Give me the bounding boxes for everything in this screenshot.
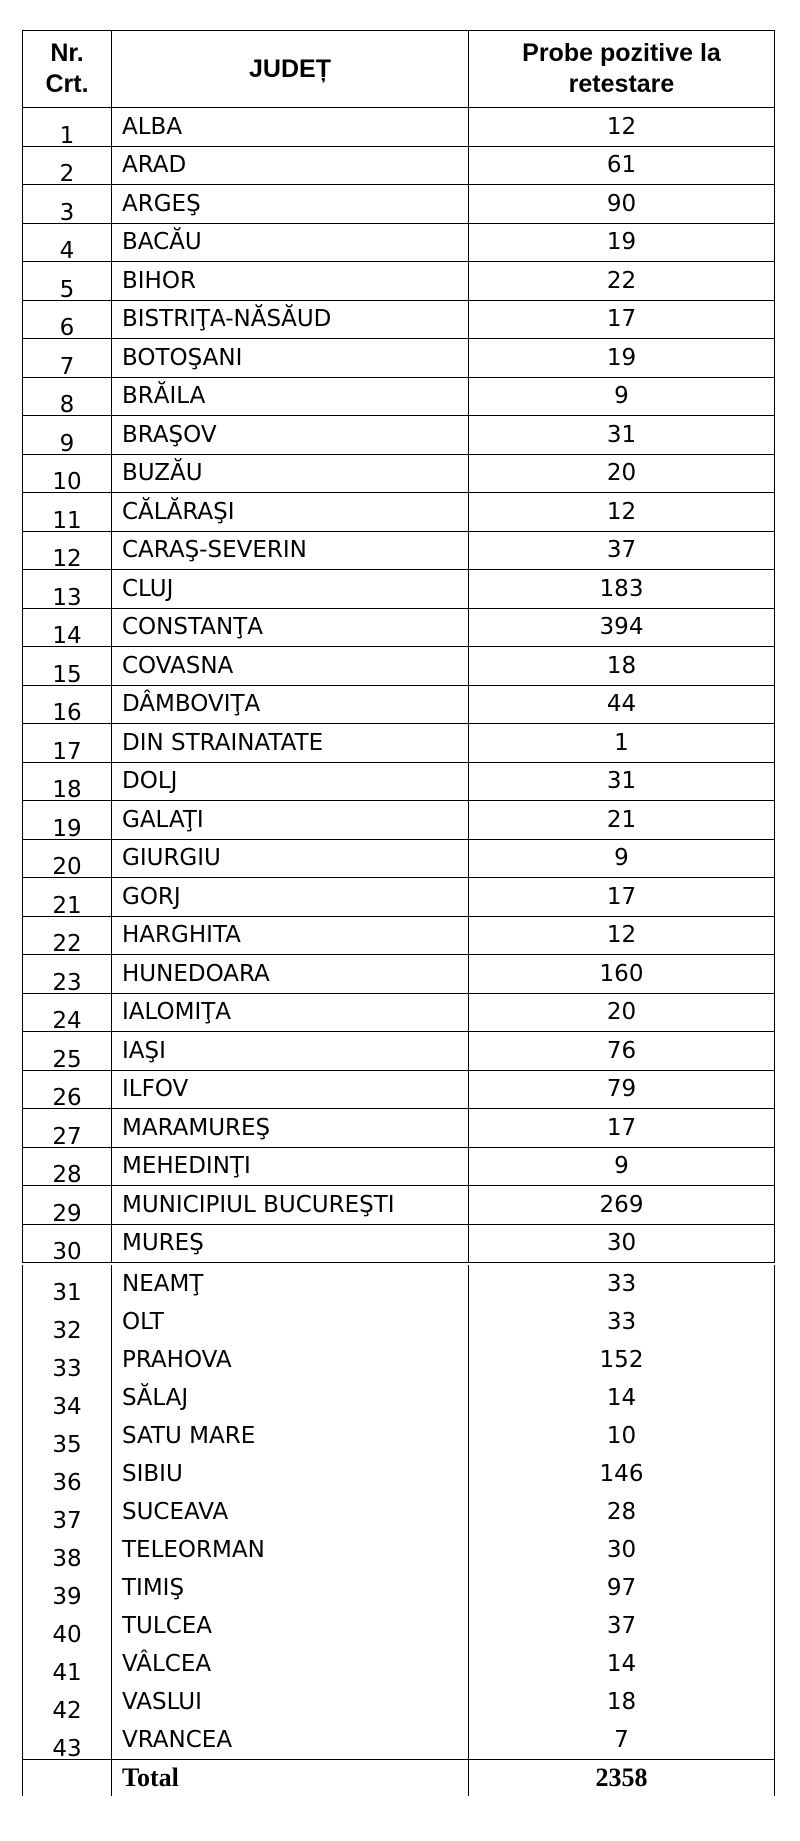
positive-retest-count: 18	[469, 647, 775, 686]
county-name: GORJ	[112, 878, 469, 917]
table-row	[23, 146, 775, 185]
positive-retest-count: 10	[469, 1417, 775, 1455]
row-number: 4	[23, 223, 112, 262]
positive-retest-count: 30	[469, 1531, 775, 1569]
row-number: 7	[23, 339, 112, 378]
table-row	[23, 1721, 775, 1760]
positive-retest-count: 146	[469, 1455, 775, 1493]
row-number: 13	[23, 570, 112, 609]
county-name: MUNICIPIUL BUCUREŞTI	[112, 1186, 469, 1225]
table-row	[23, 416, 775, 455]
row-number: 26	[23, 1070, 112, 1109]
county-name: BISTRIŢA-NĂSĂUD	[112, 300, 469, 339]
total-label: Total	[112, 1760, 469, 1797]
county-name: ARAD	[112, 146, 469, 185]
table-row	[23, 531, 775, 570]
row-number: 42	[23, 1683, 112, 1721]
positive-retest-count: 76	[469, 1032, 775, 1071]
row-number: 24	[23, 993, 112, 1032]
total-value: 2358	[469, 1760, 775, 1797]
row-number: 22	[23, 916, 112, 955]
county-name: BACĂU	[112, 223, 469, 262]
table-row	[23, 801, 775, 840]
row-number: 1	[23, 108, 112, 147]
positive-retest-count: 90	[469, 185, 775, 224]
table-row	[23, 1109, 775, 1148]
row-number: 9	[23, 416, 112, 455]
positive-retest-count: 9	[469, 1147, 775, 1186]
positive-retest-count: 9	[469, 839, 775, 878]
county-name: VÂLCEA	[112, 1645, 469, 1683]
row-number: 33	[23, 1341, 112, 1379]
table-row	[23, 1265, 775, 1303]
positive-retest-count: 33	[469, 1303, 775, 1341]
county-name: TULCEA	[112, 1607, 469, 1645]
county-name: TIMIŞ	[112, 1569, 469, 1607]
table-row	[23, 1607, 775, 1645]
row-number: 21	[23, 878, 112, 917]
table-row	[23, 454, 775, 493]
positive-retest-count: 12	[469, 493, 775, 532]
county-name: CARAŞ-SEVERIN	[112, 531, 469, 570]
table-row	[23, 724, 775, 763]
row-number: 15	[23, 647, 112, 686]
row-number: 36	[23, 1455, 112, 1493]
positive-retest-count: 31	[469, 762, 775, 801]
positive-retest-count: 18	[469, 1683, 775, 1721]
table-row	[23, 377, 775, 416]
table-row	[23, 493, 775, 532]
positive-retest-count: 17	[469, 1109, 775, 1148]
table-row	[23, 993, 775, 1032]
positive-retest-count: 20	[469, 993, 775, 1032]
row-number: 3	[23, 185, 112, 224]
row-number: 2	[23, 146, 112, 185]
county-name: BUZĂU	[112, 454, 469, 493]
row-number: 20	[23, 839, 112, 878]
header-probe-pozitive: Probe pozitive la retestare	[469, 31, 775, 108]
positive-retest-count: 33	[469, 1265, 775, 1303]
positive-retest-count: 14	[469, 1379, 775, 1417]
table-row	[23, 262, 775, 301]
positive-retest-count: 97	[469, 1569, 775, 1607]
row-number: 39	[23, 1569, 112, 1607]
county-name: BIHOR	[112, 262, 469, 301]
row-number: 43	[23, 1721, 112, 1760]
county-name: DIN STRAINATATE	[112, 724, 469, 763]
header-judet: JUDEȚ	[112, 31, 469, 108]
positive-retest-count: 22	[469, 262, 775, 301]
county-name: HUNEDOARA	[112, 955, 469, 994]
positive-retest-count: 152	[469, 1341, 775, 1379]
positive-retest-count: 17	[469, 300, 775, 339]
row-number: 14	[23, 608, 112, 647]
county-name: SĂLAJ	[112, 1379, 469, 1417]
positive-retest-count: 7	[469, 1721, 775, 1760]
table-row	[23, 185, 775, 224]
positive-retest-count: 12	[469, 108, 775, 147]
county-name: BOTOŞANI	[112, 339, 469, 378]
row-number: 8	[23, 377, 112, 416]
table-row	[23, 916, 775, 955]
county-name: COVASNA	[112, 647, 469, 686]
positive-retest-count: 12	[469, 916, 775, 955]
county-name: SIBIU	[112, 1455, 469, 1493]
positive-retest-count: 19	[469, 223, 775, 262]
row-number: 17	[23, 724, 112, 763]
county-name: ARGEŞ	[112, 185, 469, 224]
positive-retest-count: 37	[469, 531, 775, 570]
positive-retest-count: 1	[469, 724, 775, 763]
positive-retest-count: 19	[469, 339, 775, 378]
table-header-row	[23, 31, 775, 108]
county-name: OLT	[112, 1303, 469, 1341]
row-number: 16	[23, 685, 112, 724]
table-row	[23, 608, 775, 647]
table-row	[23, 1683, 775, 1721]
table-row	[23, 647, 775, 686]
county-table-part-1	[22, 30, 775, 1263]
county-table-part-2	[22, 1265, 775, 1796]
row-number: 40	[23, 1607, 112, 1645]
positive-retest-count: 20	[469, 454, 775, 493]
row-number: 12	[23, 531, 112, 570]
table-row	[23, 762, 775, 801]
table-row	[23, 1341, 775, 1379]
county-name: CONSTANŢA	[112, 608, 469, 647]
county-name: MARAMUREŞ	[112, 1109, 469, 1148]
row-number: 18	[23, 762, 112, 801]
table-row	[23, 1147, 775, 1186]
county-name: GIURGIU	[112, 839, 469, 878]
county-name: IALOMIŢA	[112, 993, 469, 1032]
table-row	[23, 1070, 775, 1109]
table-row	[23, 685, 775, 724]
county-name: PRAHOVA	[112, 1341, 469, 1379]
county-name: ILFOV	[112, 1070, 469, 1109]
header-nr-crt: Nr. Crt.	[23, 31, 112, 108]
positive-retest-count: 269	[469, 1186, 775, 1225]
row-number: 32	[23, 1303, 112, 1341]
table-row	[23, 223, 775, 262]
table-row	[23, 1531, 775, 1569]
row-number: 38	[23, 1531, 112, 1569]
table-row	[23, 839, 775, 878]
table-row	[23, 878, 775, 917]
positive-retest-count: 61	[469, 146, 775, 185]
row-number: 35	[23, 1417, 112, 1455]
positive-retest-count: 394	[469, 608, 775, 647]
county-name: ALBA	[112, 108, 469, 147]
positive-retest-count: 37	[469, 1607, 775, 1645]
table-row	[23, 1569, 775, 1607]
county-name: IAŞI	[112, 1032, 469, 1071]
total-row	[23, 1760, 775, 1797]
row-number: 10	[23, 454, 112, 493]
row-number: 6	[23, 300, 112, 339]
table-row	[23, 300, 775, 339]
county-name: GALAŢI	[112, 801, 469, 840]
county-name: HARGHITA	[112, 916, 469, 955]
county-name: VRANCEA	[112, 1721, 469, 1760]
row-number: 19	[23, 801, 112, 840]
county-name: TELEORMAN	[112, 1531, 469, 1569]
table-body-part-1	[23, 108, 775, 1263]
table-row	[23, 1032, 775, 1071]
row-number: 34	[23, 1379, 112, 1417]
positive-retest-count: 28	[469, 1493, 775, 1531]
row-number: 37	[23, 1493, 112, 1531]
table-row	[23, 570, 775, 609]
positive-retest-count: 79	[469, 1070, 775, 1109]
positive-retest-count: 17	[469, 878, 775, 917]
table-body-part-2	[23, 1265, 775, 1760]
table-row	[23, 1303, 775, 1341]
table-row	[23, 108, 775, 147]
table-row	[23, 1493, 775, 1531]
row-number: 25	[23, 1032, 112, 1071]
table-row	[23, 1224, 775, 1263]
row-number: 30	[23, 1224, 112, 1263]
county-name: MUREŞ	[112, 1224, 469, 1263]
county-name: SATU MARE	[112, 1417, 469, 1455]
county-name: SUCEAVA	[112, 1493, 469, 1531]
county-name: CLUJ	[112, 570, 469, 609]
positive-retest-count: 183	[469, 570, 775, 609]
row-number: 28	[23, 1147, 112, 1186]
positive-retest-count: 160	[469, 955, 775, 994]
county-name: NEAMŢ	[112, 1265, 469, 1303]
row-number: 5	[23, 262, 112, 301]
row-number: 27	[23, 1109, 112, 1148]
county-name: DOLJ	[112, 762, 469, 801]
table-row	[23, 1417, 775, 1455]
row-number: 31	[23, 1265, 112, 1303]
row-number: 11	[23, 493, 112, 532]
table-row	[23, 1455, 775, 1493]
table-row	[23, 1645, 775, 1683]
county-name: BRAŞOV	[112, 416, 469, 455]
county-name: BRĂILA	[112, 377, 469, 416]
table-row	[23, 955, 775, 994]
row-number: 41	[23, 1645, 112, 1683]
table-row	[23, 1379, 775, 1417]
positive-retest-count: 30	[469, 1224, 775, 1263]
county-name: MEHEDINŢI	[112, 1147, 469, 1186]
positive-retest-count: 31	[469, 416, 775, 455]
county-name: DÂMBOVIŢA	[112, 685, 469, 724]
row-number: 23	[23, 955, 112, 994]
positive-retest-count: 14	[469, 1645, 775, 1683]
county-name: VASLUI	[112, 1683, 469, 1721]
county-name: CĂLĂRAŞI	[112, 493, 469, 532]
row-number: 29	[23, 1186, 112, 1225]
positive-retest-count: 44	[469, 685, 775, 724]
table-row	[23, 339, 775, 378]
positive-retest-count: 21	[469, 801, 775, 840]
table-row	[23, 1186, 775, 1225]
positive-retest-count: 9	[469, 377, 775, 416]
total-nr-cell	[23, 1760, 112, 1797]
